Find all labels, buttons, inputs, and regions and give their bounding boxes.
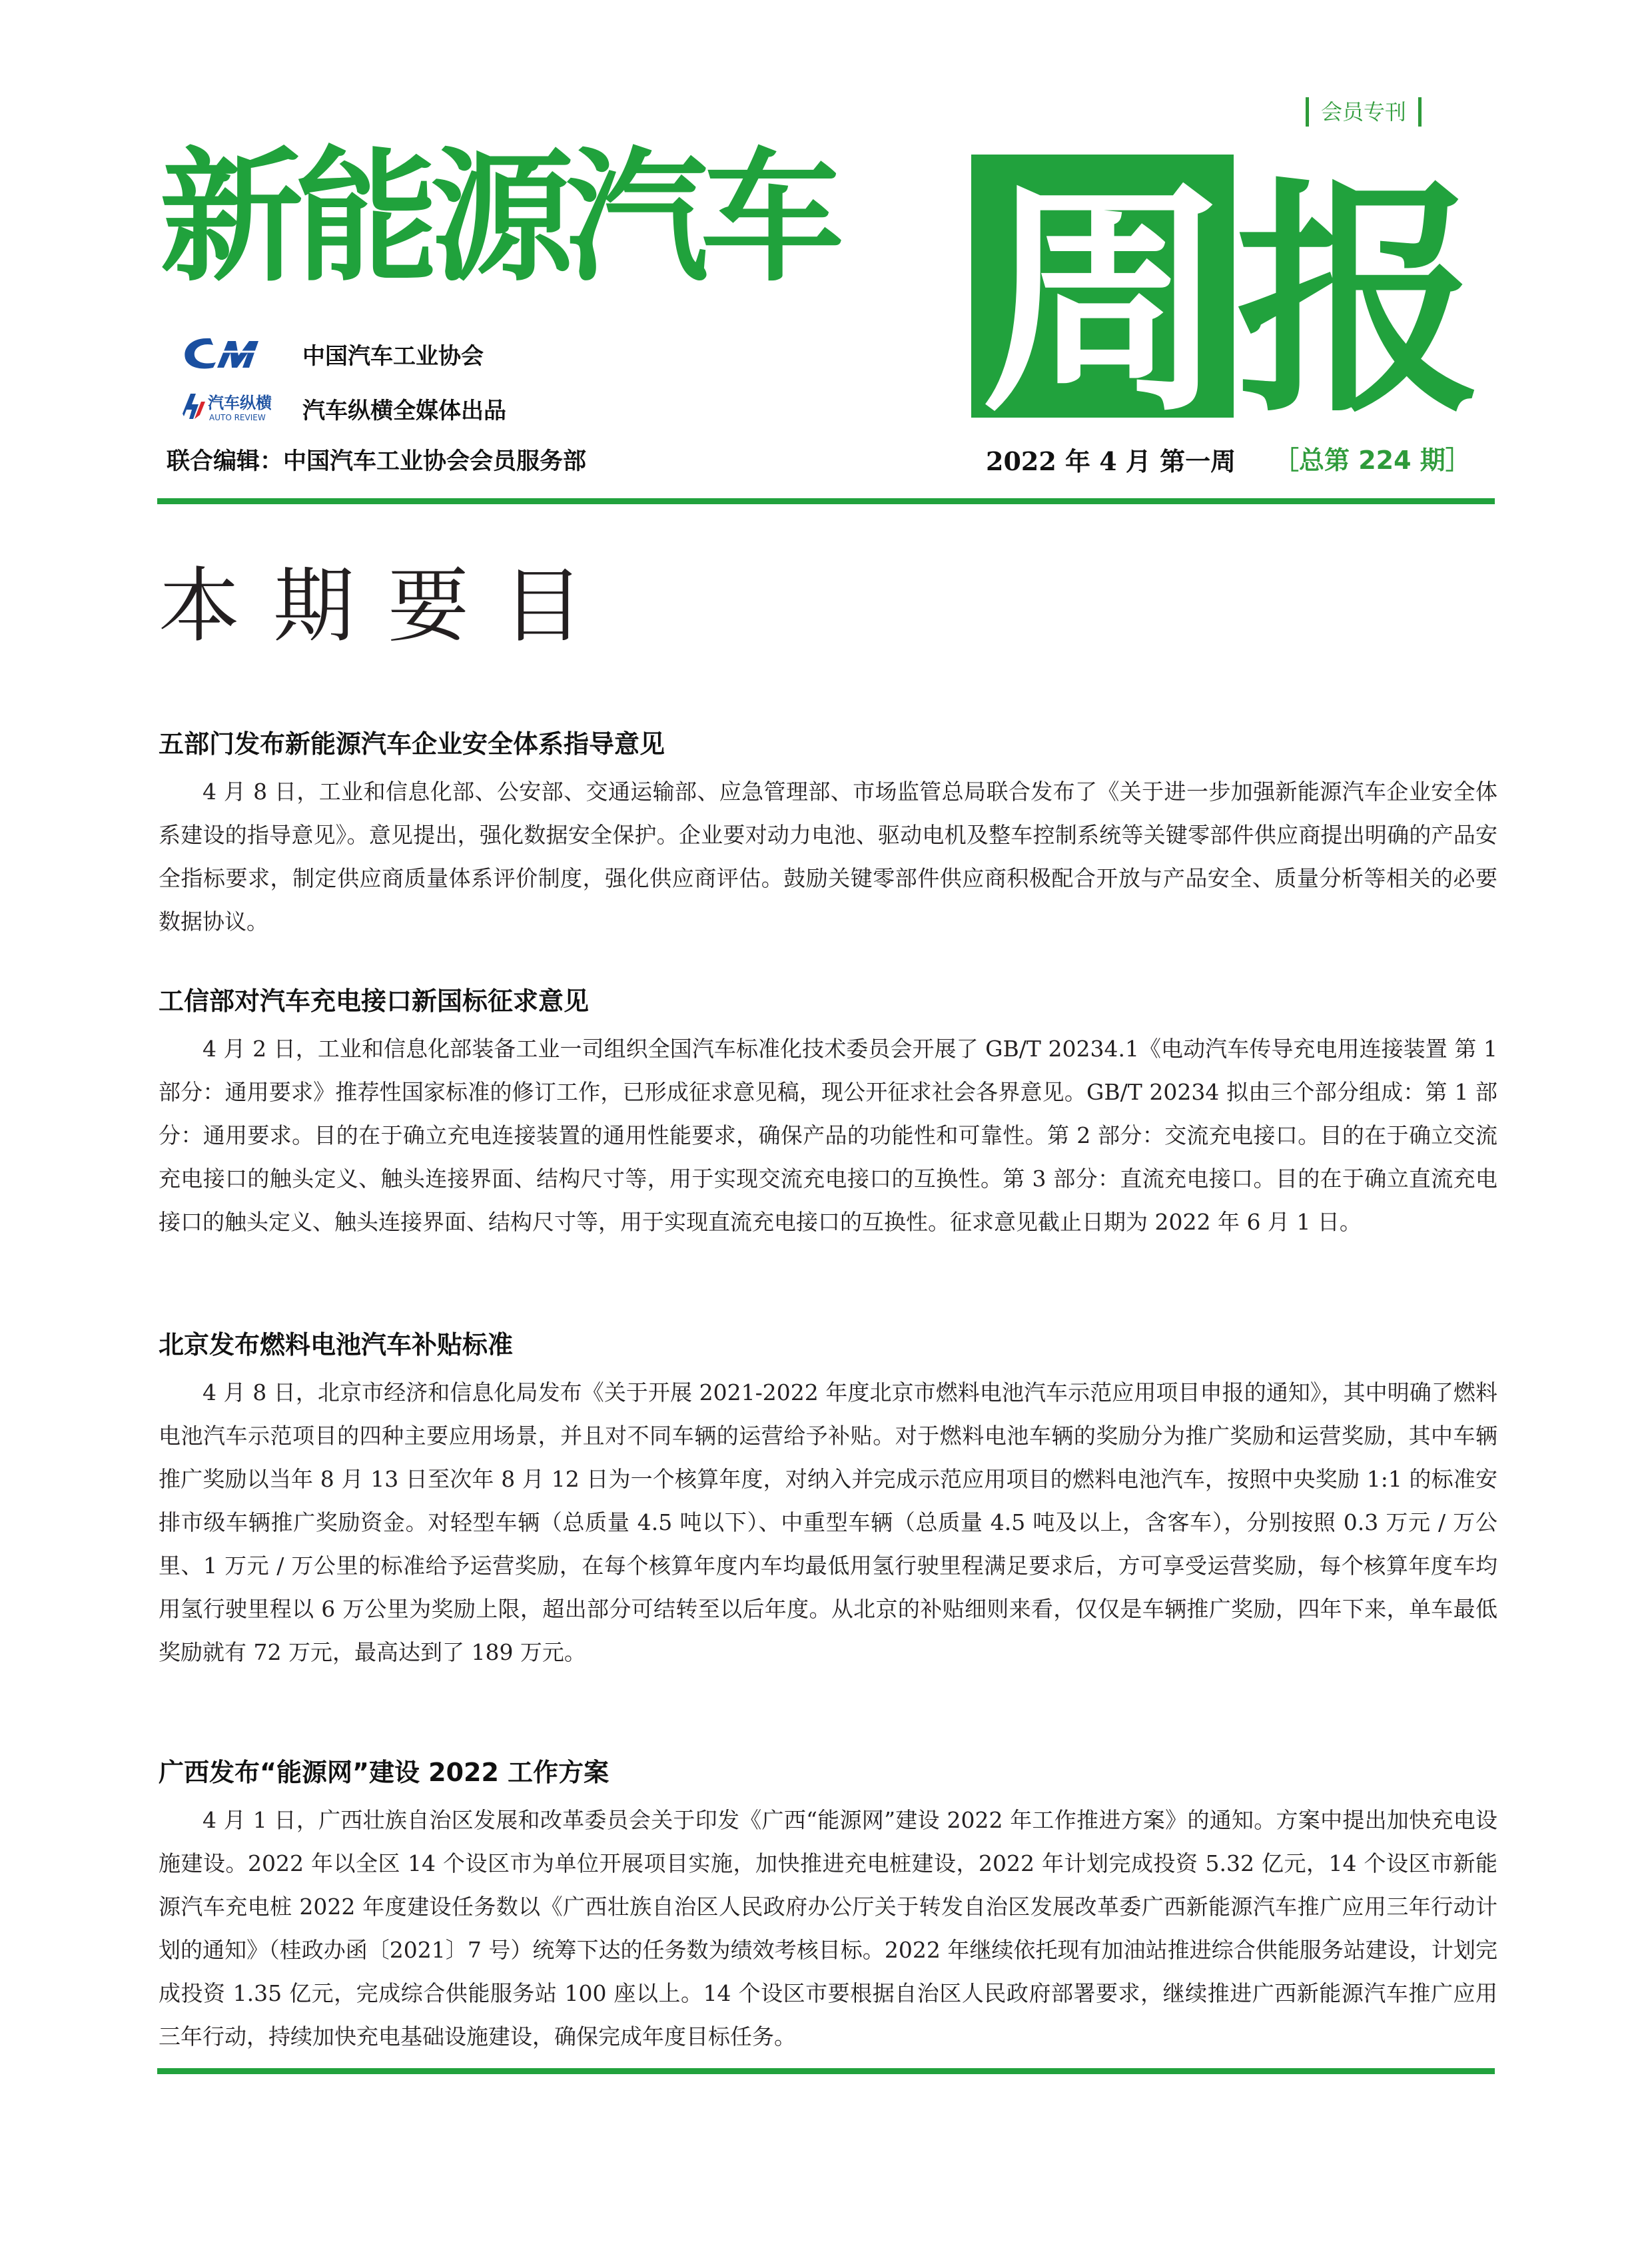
tag-bar-right [1418, 97, 1422, 127]
issue-number: ［总第 224 期］ [1274, 446, 1471, 475]
article-body: 4 月 8 日，北京市经济和信息化局发布《关于开展 2021-2022 年度北京市燃料电池汽车示范应用项目申报的通知》，其中明确了燃料电池汽车示范项目的四种主要应用场景，并且对不同车辆的运营给予补贴。对于燃料电池车辆的奖励分为推广奖励和运营奖励，其中车辆推广奖励以当年 8 月 13 日至次年 8 月 12 日为一个核算年度，对纳入并完成示范应用项目的燃料电池汽车，按照中央奖励 1:1 的标准安排市级车辆推广奖励资金。对轻型车辆（总质量 4.5 吨以下）、中重型车辆（总质量 4.5 吨及以上，含客车），分别按照 0.3 万元 / 万公里、1 万元 / 万公里的标准给予运营奖励，在每个核算年度内车均最低用氢行驶里程满足要求后，方可享受运营奖励，每个核算年度车均用氢行驶里程以 6 万公里为奖励上限，超出部分可结转至以后年度。从北京的补贴细则来看，仅仅是车辆推广奖励，四年下来，单车最低奖励就有 72 万元，最高达到了 189 万元。 [159, 1379, 1497, 1665]
article [159, 1756, 1497, 2058]
article-title: 五部门发布新能源汽车企业安全体系指导意见 [159, 729, 665, 759]
weekly-char-zhou: 周 [981, 157, 1228, 446]
article-title: 北京发布燃料电池汽车补贴标准 [159, 1330, 514, 1359]
joint-editor-line: 联合编辑：中国汽车工业协会会员服务部 [167, 448, 587, 475]
article-body: 4 月 1 日，广西壮族自治区发展和改革委员会关于印发《广西“能源网”建设 2022 年工作推进方案》的通知。方案中提出加快充电设施建设。2022 年以全区 14 个设区市为单位开展项目实施，加快推进充电桩建设，2022 年计划完成投资 5.32 亿元，14 个设区市新能源汽车充电桩 2022 年度建设任务数以《广西壮族自治区人民政府办公厅关于转发自治区发展改革委广西新能源汽车推广应用三年行动计划的通知》（桂政办函〔2021〕7 号）统筹下达的任务数为绩效考核目标。2022 年继续依托现有加油站推进综合供能服务站建设，计划完成投资 1.35 亿元，完成综合供能服务站 100 座以上。14 个设区市要根据自治区人民政府部署要求，继续推进广西新能源汽车推广应用三年行动，持续加快充电基础设施建设，确保完成年度目标任务。 [159, 1807, 1497, 2050]
member-edition-tag [1306, 93, 1479, 131]
svg-text:AUTO REVIEW: AUTO REVIEW [209, 413, 266, 422]
article [159, 984, 1497, 1244]
org-row-caam [179, 332, 484, 376]
weekly-char-bao: 报 [1236, 157, 1482, 446]
article-body: 4 月 8 日，工业和信息化部、公安部、交通运输部、应急管理部、市场监管总局联合发布了《关于进一步加强新能源汽车企业安全体系建设的指导意见》。意见提出，强化数据安全保护。企业要对动力电池、驱动电机及整车控制系统等关键零部件供应商提出明确的产品安全指标要求，制定供应商质量体系评价制度，强化供应商评估。鼓励关键零部件供应商积极配合开放与产品安全、质量分析等相关的必要数据协议。 [159, 779, 1497, 934]
header-divider [157, 498, 1495, 504]
org-row-auto-review [179, 386, 506, 430]
member-tag-label: 会员专刊 [1321, 99, 1407, 125]
tag-bar-left [1306, 97, 1309, 127]
section-heading: 本期要目 [159, 559, 617, 653]
svg-text:汽车纵横: 汽车纵横 [208, 394, 272, 412]
masthead-title: 新能源汽车 [160, 134, 836, 301]
issue-date: 2022 年 4 月 第一周 [986, 446, 1236, 476]
footer-divider [157, 2068, 1495, 2074]
auto-review-logo [179, 388, 292, 428]
org-name-auto-review: 汽车纵横全媒体出品 [302, 397, 506, 424]
article [159, 727, 1497, 943]
article-title: 工信部对汽车充电接口新国标征求意见 [159, 986, 590, 1016]
caam-logo [179, 333, 272, 374]
org-name-caam: 中国汽车工业协会 [302, 342, 484, 370]
article [159, 1328, 1497, 1674]
article-title: 广西发布“能源网”建设 2022 工作方案 [159, 1758, 610, 1787]
article-body: 4 月 2 日，工业和信息化部装备工业一司组织全国汽车标准化技术委员会开展了 GB/T 20234.1《电动汽车传导充电用连接装置 第 1 部分：通用要求》推荐性国家标准的修订工作，已形成征求意见稿，现公开征求社会各界意见。GB/T 20234 拟由三个部分组成：第 1 部分：通用要求。目的在于确立充电连接装置的通用性能要求，确保产品的功能性和可靠性。第 2 部分：交流充电接口。目的在于确立交流充电接口的触头定义、触头连接界面、结构尺寸等，用于实现交流充电接口的互换性。第 3 部分：直流充电接口。目的在于确立直流充电接口的触头定义、触头连接界面、结构尺寸等，用于实现直流充电接口的互换性。征求意见截止日期为 2022 年 6 月 1 日。 [159, 1036, 1497, 1235]
